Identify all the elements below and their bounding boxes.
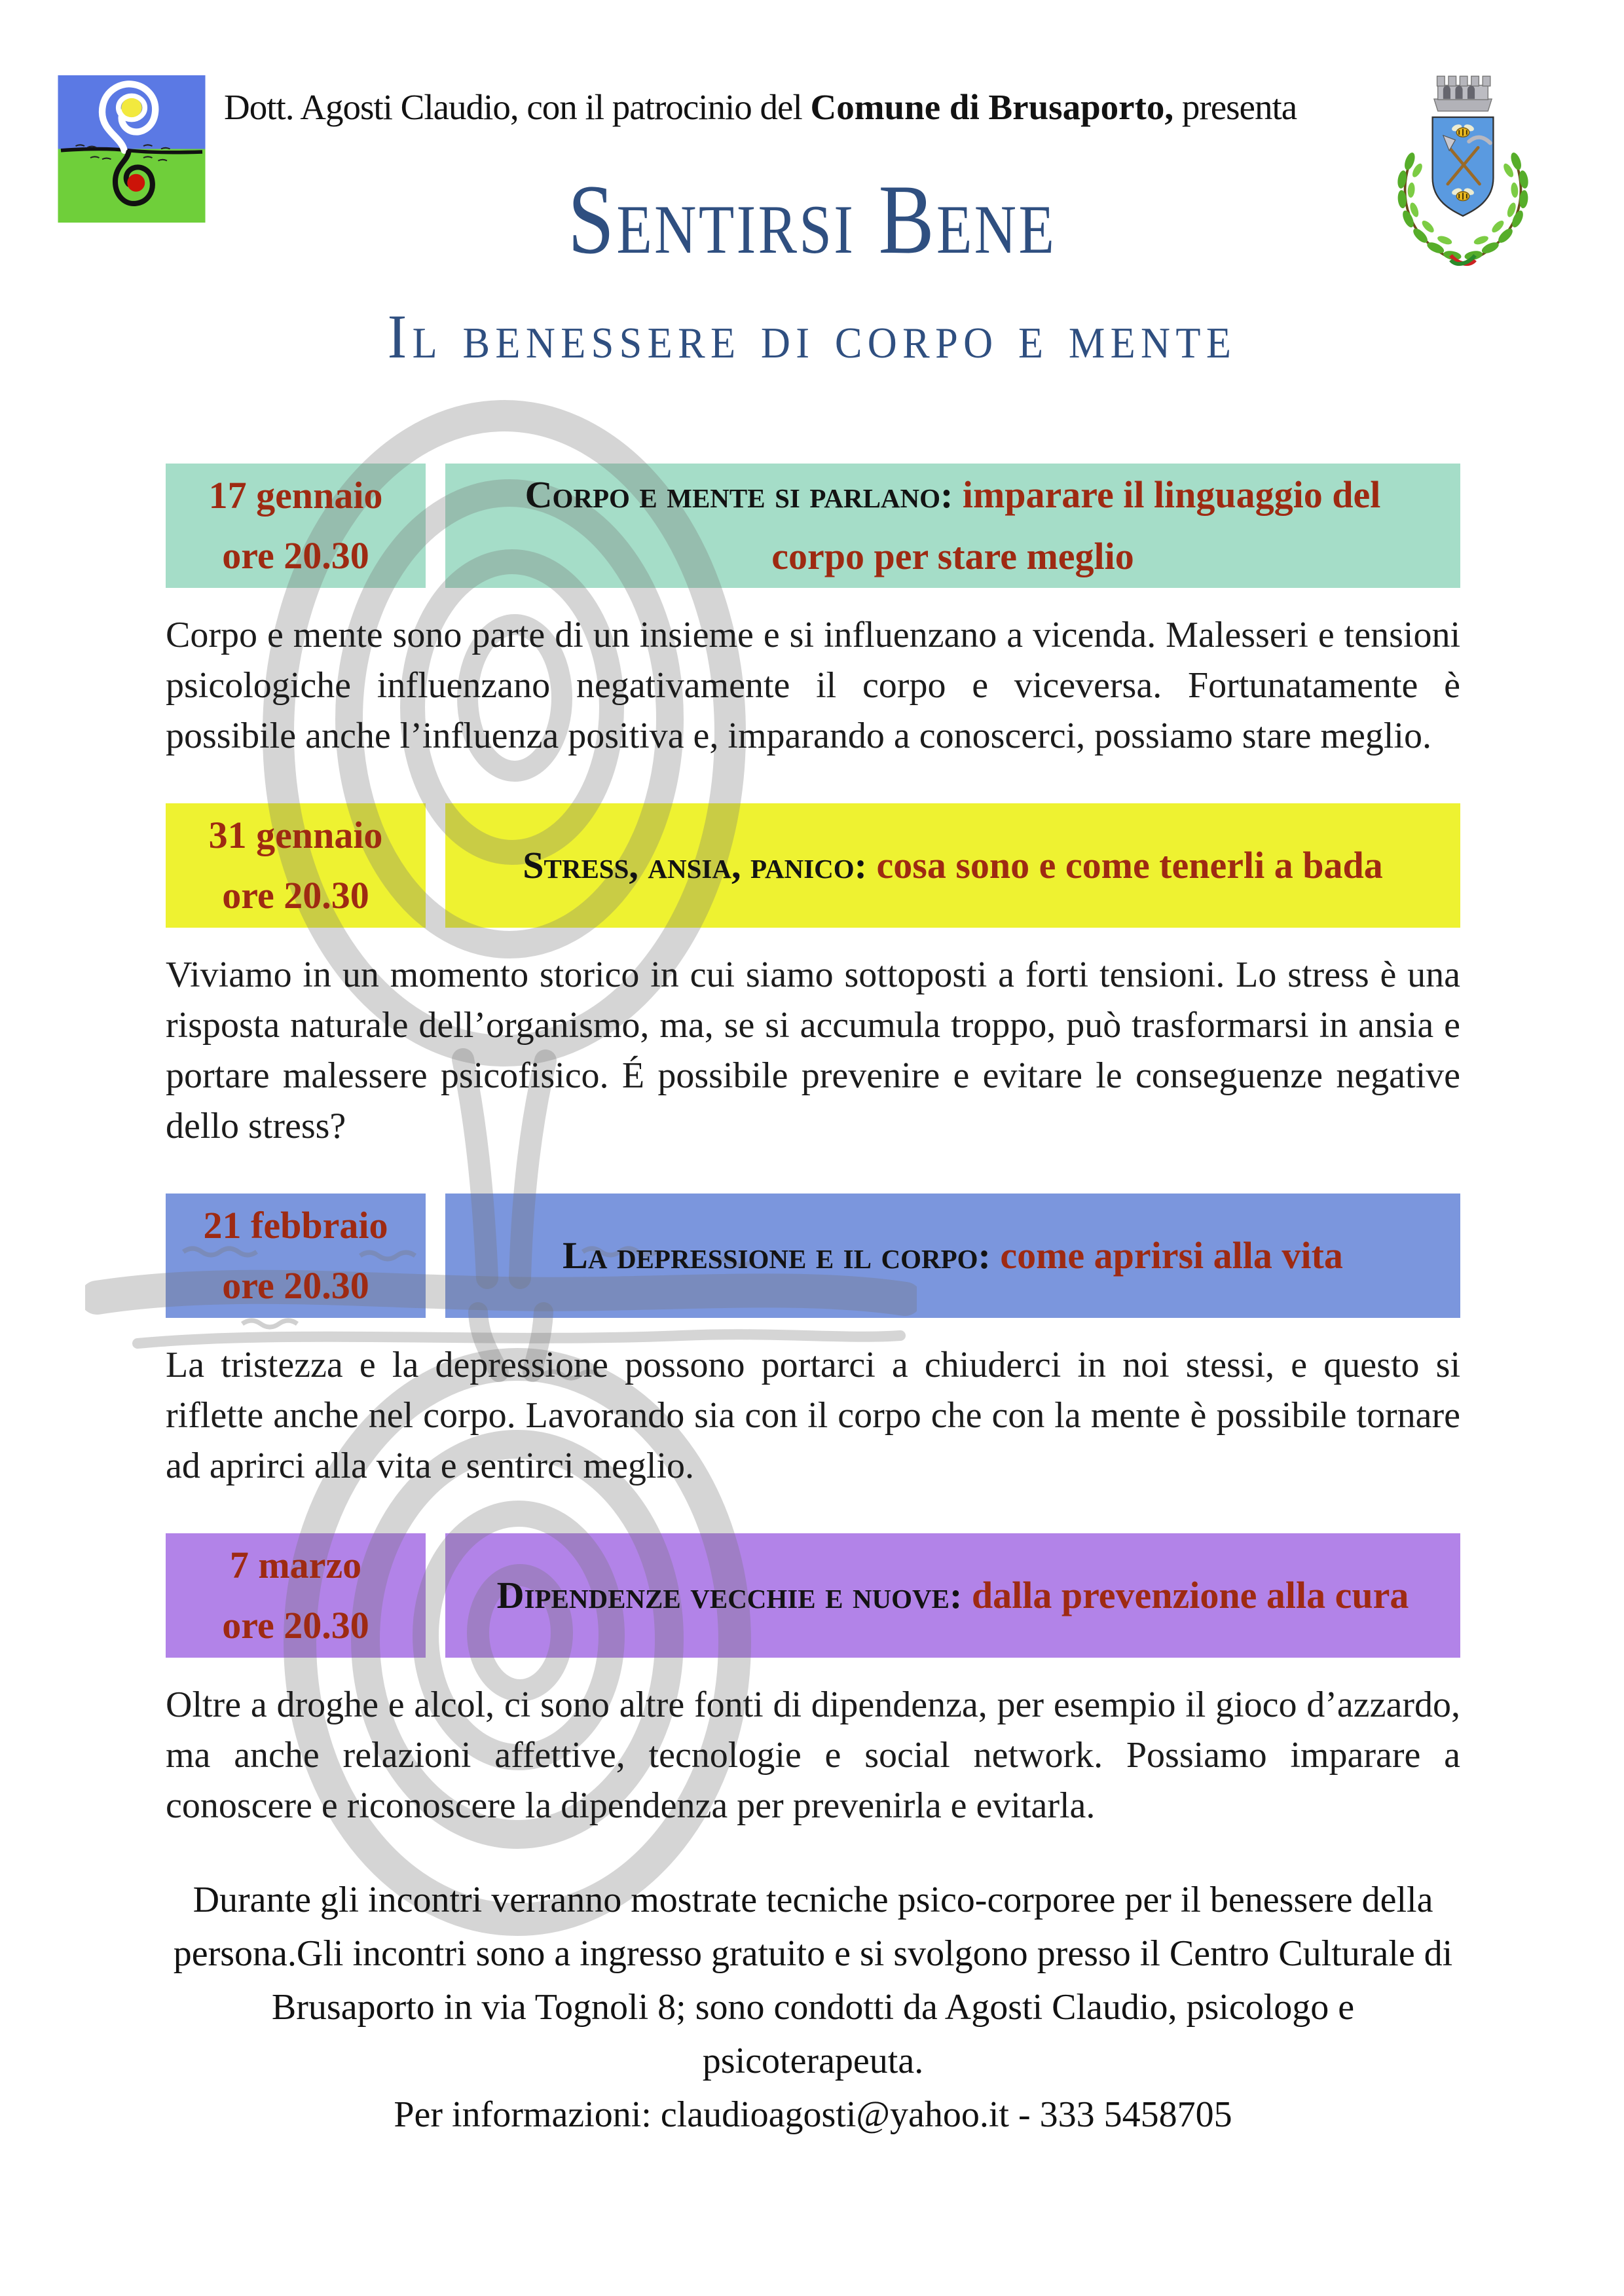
event-3-topic-detail: come aprirsi alla vita (990, 1234, 1343, 1277)
event-4-description: Oltre a droghe e alcol, ci sono altre fonti di dipendenza, per esempio il gioco d’azzardo, ma anche relazioni affettive, tecnologie e social network. Possiamo imparare a conoscere e riconoscere la dipendenza per prevenirla e evitarla. (166, 1685, 1460, 1826)
presenter-prefix: Dott. Agosti Claudio, con il patrocinio del (224, 87, 811, 127)
event-2-topic: Stress, ansia, panico: (523, 844, 867, 886)
event-2-topic-detail: cosa sono e come tenerli a bada (867, 844, 1383, 886)
event-2-time: ore 20.30 (222, 874, 369, 917)
event-2-topic-box (445, 803, 1460, 928)
presenter-municipality: Comune di Brusaporto, (810, 87, 1174, 127)
event-4-date-box (166, 1533, 426, 1658)
event-4-time: ore 20.30 (222, 1604, 369, 1647)
event-4-topic: Dipendenze vecchie e nuove: (496, 1574, 963, 1616)
event-1-description: Corpo e mente sono parte di un insieme e si influenzano a vicenda. Malesseri e tensioni psicologiche influenzano negativamente il corpo e viceversa. Fortunatamente è possibile anche l’influenza positiva e, imparando a conoscerci, possiamo stare meglio. (166, 615, 1460, 756)
event-1-topic: Corpo e mente si parlano: (525, 473, 953, 516)
event-block-2 (166, 803, 1460, 928)
events-list (166, 464, 1460, 2141)
event-1-topic-detail: imparare il linguaggio del corpo per stare meglio (771, 473, 1381, 577)
event-2-date-box (166, 803, 426, 928)
presenter-line (224, 86, 1386, 128)
event-3-description: La tristezza e la depressione possono portarci a chiuderci in noi stessi, e questo si riflette anche nel corpo. Lavorando sia con il corpo che con la mente è possibile tornare ad aprirci alla vita e sentirci meglio. (166, 1345, 1460, 1486)
event-3-topic-box (445, 1194, 1460, 1318)
event-1-topic-box (445, 464, 1460, 588)
event-block-4 (166, 1533, 1460, 1658)
event-1-date: 17 gennaio (208, 474, 383, 517)
event-block-1 (166, 464, 1460, 588)
page-subtitle: Il benessere di corpo e mente (387, 302, 1237, 371)
page-title: Sentirsi Bene (567, 164, 1057, 274)
event-4-date: 7 marzo (229, 1544, 362, 1586)
event-4-topic-box (445, 1533, 1460, 1658)
footer (166, 1873, 1460, 2141)
event-4-topic-detail: dalla prevenzione alla cura (962, 1574, 1409, 1616)
event-1-date-box (166, 464, 426, 588)
event-3-time: ore 20.30 (222, 1264, 369, 1307)
presenter-suffix: presenta (1173, 87, 1297, 127)
event-3-topic: La depressione e il corpo: (563, 1234, 991, 1277)
footer-info: Durante gli incontri verranno mostrate tecniche psico-corporee per il benessere della persona.Gli incontri sono a ingresso gratuito e si svolgono presso il Centro Culturale di Brusaporto in via Tognoli 8; sono condotti da Agosti Claudio, psicologo e psicoterapeuta. (173, 1880, 1453, 2081)
event-3-date: 21 febbraio (203, 1204, 388, 1247)
footer-contact: Per informazioni: claudioagosti@yahoo.it - 333 5458705 (394, 2094, 1232, 2135)
event-2-date: 31 gennaio (208, 814, 383, 856)
event-2-description: Viviamo in un momento storico in cui siamo sottoposti a forti tensioni. Lo stress è una risposta naturale dell’organismo, ma, se si accumula troppo, può trasformarsi in ansia e portare malessere psicofisico. É possibile prevenire e evitare le conseguenze negative dello stress? (166, 955, 1460, 1146)
event-block-3 (166, 1194, 1460, 1318)
event-1-time: ore 20.30 (222, 534, 369, 577)
event-3-date-box (166, 1194, 426, 1318)
